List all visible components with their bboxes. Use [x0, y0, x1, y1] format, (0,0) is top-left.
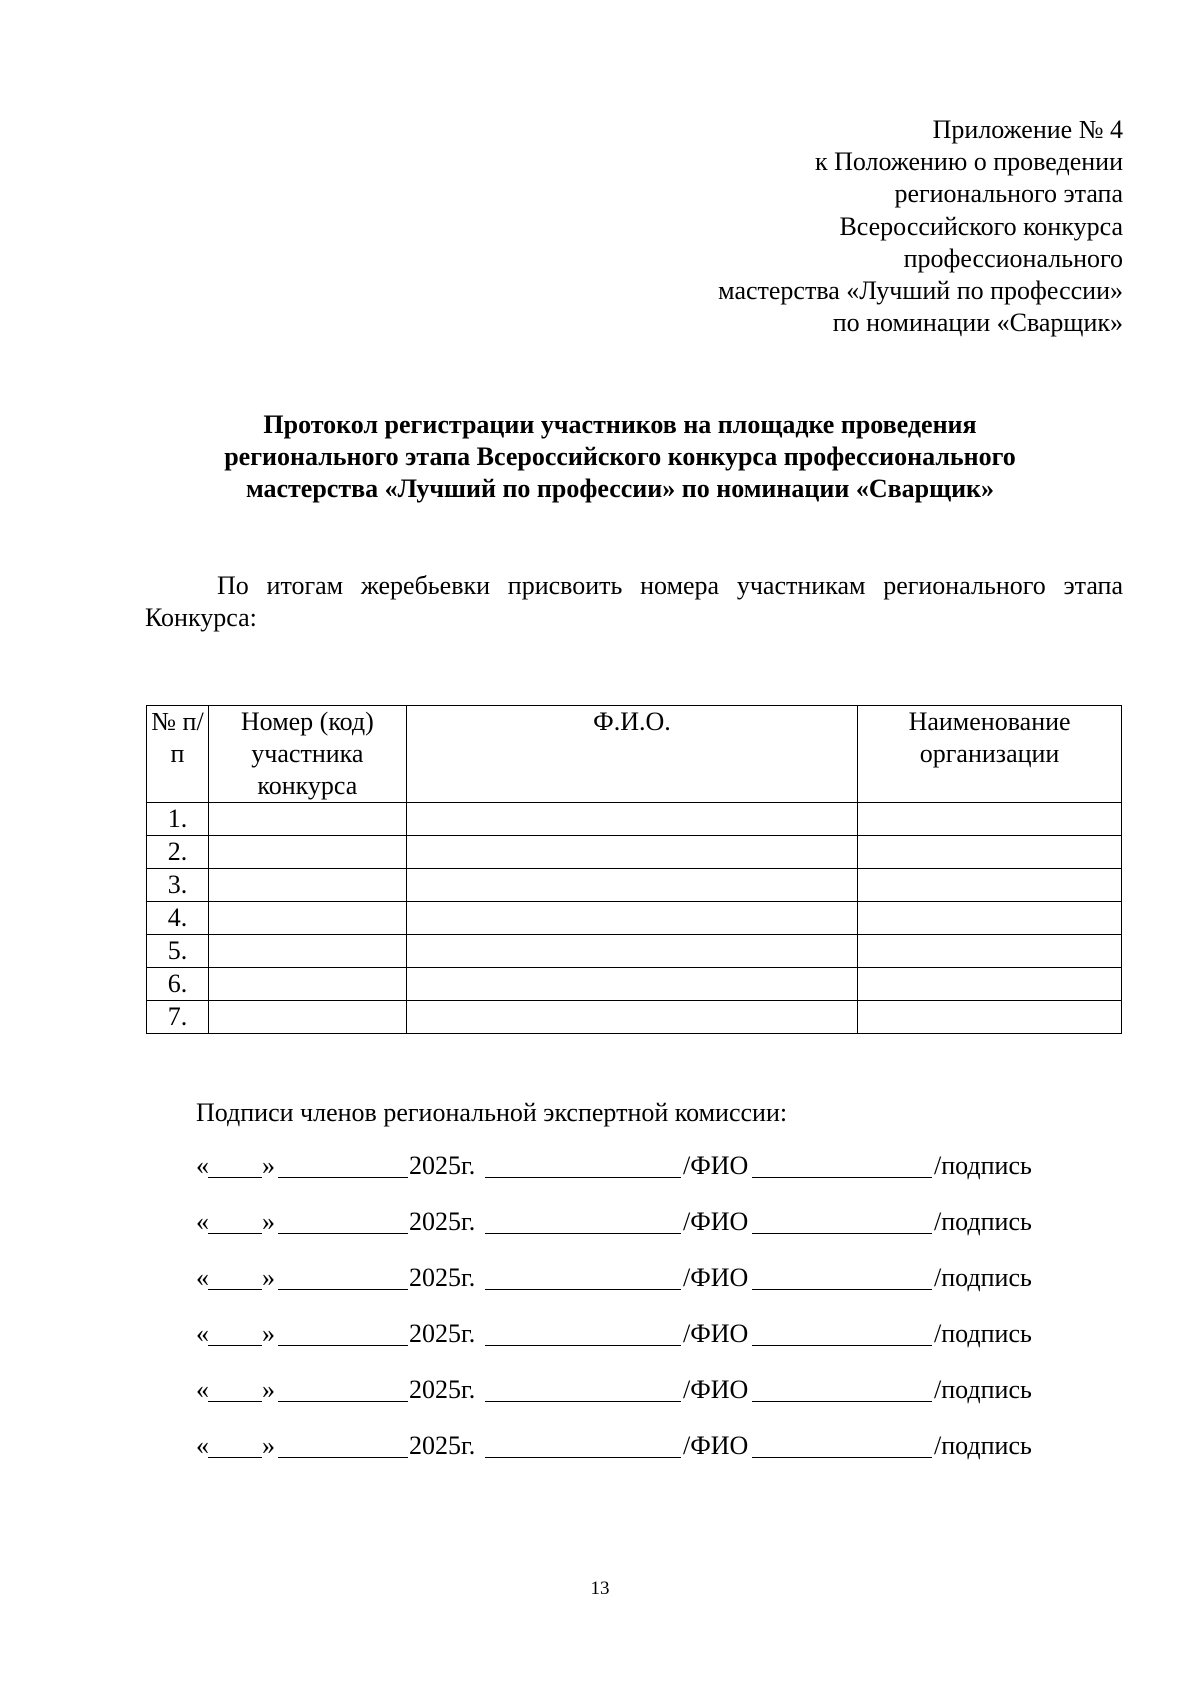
table-header-row	[147, 706, 1122, 803]
organization-cell[interactable]	[858, 1001, 1122, 1034]
intro-line: Конкурса:	[145, 603, 257, 632]
open-quote: «	[196, 1207, 209, 1236]
signature-blank-line[interactable]	[752, 1457, 932, 1458]
participant-code-cell[interactable]	[208, 803, 406, 836]
fio-label: /ФИО	[683, 1207, 749, 1236]
appendix-header	[718, 114, 1123, 339]
title-line: мастерства «Лучший по профессии» по номинации «Сварщик»	[245, 474, 995, 503]
fio-blank-line[interactable]	[485, 1345, 681, 1346]
participant-code-cell[interactable]	[208, 836, 406, 869]
table-row	[147, 968, 1122, 1001]
signature-row	[196, 1374, 1112, 1410]
close-quote: »	[262, 1431, 275, 1460]
row-number-cell: 3.	[147, 869, 209, 902]
table-row	[147, 935, 1122, 968]
participant-code-cell[interactable]	[208, 902, 406, 935]
signatures-heading: Подписи членов региональной экспертной комиссии:	[196, 1098, 788, 1127]
signature-row	[196, 1262, 1112, 1298]
day-blank-line[interactable]	[208, 1177, 262, 1178]
day-blank-line[interactable]	[208, 1457, 262, 1458]
full-name-cell[interactable]	[406, 1001, 857, 1034]
signature-blank-line[interactable]	[752, 1401, 932, 1402]
open-quote: «	[196, 1431, 209, 1460]
intro-paragraph	[145, 570, 1123, 634]
participant-code-cell[interactable]	[208, 869, 406, 902]
signature-row	[196, 1206, 1112, 1242]
organization-cell[interactable]	[858, 836, 1122, 869]
day-blank-line[interactable]	[208, 1401, 262, 1402]
day-blank-line[interactable]	[208, 1345, 262, 1346]
close-quote: »	[262, 1151, 275, 1180]
row-number-cell: 6.	[147, 968, 209, 1001]
signature-blank-line[interactable]	[752, 1289, 932, 1290]
row-number-cell: 7.	[147, 1001, 209, 1034]
fio-label: /ФИО	[683, 1375, 749, 1404]
fio-label: /ФИО	[683, 1319, 749, 1348]
fio-blank-line[interactable]	[485, 1401, 681, 1402]
appendix-line: профессионального	[903, 243, 1123, 273]
year-text: 2025г.	[409, 1319, 476, 1348]
table-row	[147, 1001, 1122, 1034]
appendix-line: мастерства «Лучший по профессии»	[718, 276, 1123, 306]
header-number: № п/п	[147, 706, 209, 803]
registration-table	[146, 705, 1122, 1034]
year-text: 2025г.	[409, 1263, 476, 1292]
full-name-cell[interactable]	[406, 902, 857, 935]
fio-blank-line[interactable]	[485, 1457, 681, 1458]
row-number-cell: 1.	[147, 803, 209, 836]
intro-line: По итогам жеребьевки присвоить номера участникам регионального этапа	[217, 571, 1123, 600]
open-quote: «	[196, 1319, 209, 1348]
organization-cell[interactable]	[858, 869, 1122, 902]
table-row	[147, 803, 1122, 836]
year-text: 2025г.	[409, 1207, 476, 1236]
fio-label: /ФИО	[683, 1431, 749, 1460]
close-quote: »	[262, 1263, 275, 1292]
header-participant-code: Номер (код) участника конкурса	[208, 706, 406, 803]
participant-code-cell[interactable]	[208, 935, 406, 968]
participant-code-cell[interactable]	[208, 968, 406, 1001]
page-number: 13	[590, 1578, 610, 1599]
close-quote: »	[262, 1207, 275, 1236]
signature-row	[196, 1150, 1112, 1186]
full-name-cell[interactable]	[406, 935, 857, 968]
full-name-cell[interactable]	[406, 968, 857, 1001]
fio-blank-line[interactable]	[485, 1177, 681, 1178]
year-text: 2025г.	[409, 1151, 476, 1180]
title-line: регионального этапа Всероссийского конкурса профессионального	[224, 442, 1016, 471]
appendix-line: Приложение № 4	[932, 115, 1123, 144]
organization-cell[interactable]	[858, 902, 1122, 935]
open-quote: «	[196, 1375, 209, 1404]
signature-label: /подпись	[934, 1319, 1032, 1348]
table-body	[147, 803, 1122, 1034]
signature-label: /подпись	[934, 1207, 1032, 1236]
signature-label: /подпись	[934, 1431, 1032, 1460]
open-quote: «	[196, 1151, 209, 1180]
organization-cell[interactable]	[858, 968, 1122, 1001]
day-blank-line[interactable]	[208, 1289, 262, 1290]
signature-row	[196, 1430, 1112, 1466]
document-title	[120, 409, 1120, 505]
fio-label: /ФИО	[683, 1151, 749, 1180]
close-quote: »	[262, 1319, 275, 1348]
month-blank-line[interactable]	[278, 1457, 408, 1458]
fio-blank-line[interactable]	[485, 1289, 681, 1290]
month-blank-line[interactable]	[278, 1177, 408, 1178]
header-organization: Наименование организации	[858, 706, 1122, 803]
signature-label: /подпись	[934, 1263, 1032, 1292]
organization-cell[interactable]	[858, 935, 1122, 968]
fio-blank-line[interactable]	[485, 1233, 681, 1234]
row-number-cell: 4.	[147, 902, 209, 935]
organization-cell[interactable]	[858, 803, 1122, 836]
participant-code-cell[interactable]	[208, 1001, 406, 1034]
row-number-cell: 5.	[147, 935, 209, 968]
open-quote: «	[196, 1263, 209, 1292]
signature-blank-line[interactable]	[752, 1345, 932, 1346]
signature-row	[196, 1318, 1112, 1354]
full-name-cell[interactable]	[406, 803, 857, 836]
signature-blank-line[interactable]	[752, 1233, 932, 1234]
row-number-cell: 2.	[147, 836, 209, 869]
year-text: 2025г.	[409, 1431, 476, 1460]
year-text: 2025г.	[409, 1375, 476, 1404]
month-blank-line[interactable]	[278, 1401, 408, 1402]
day-blank-line[interactable]	[208, 1233, 262, 1234]
close-quote: »	[262, 1375, 275, 1404]
fio-label: /ФИО	[683, 1263, 749, 1292]
header-full-name: Ф.И.О.	[406, 706, 857, 803]
month-blank-line[interactable]	[278, 1289, 408, 1290]
title-line: Протокол регистрации участников на площадке проведения	[263, 410, 977, 439]
appendix-line: к Положению о проведении	[814, 147, 1123, 177]
appendix-line: регионального этапа	[894, 179, 1123, 209]
month-blank-line[interactable]	[278, 1345, 408, 1346]
signature-label: /подпись	[934, 1151, 1032, 1180]
table-row	[147, 869, 1122, 902]
appendix-line: по номинации «Сварщик»	[832, 308, 1123, 338]
signature-label: /подпись	[934, 1375, 1032, 1404]
month-blank-line[interactable]	[278, 1233, 408, 1234]
full-name-cell[interactable]	[406, 836, 857, 869]
table-row	[147, 836, 1122, 869]
full-name-cell[interactable]	[406, 869, 857, 902]
signature-blank-line[interactable]	[752, 1177, 932, 1178]
table-row	[147, 902, 1122, 935]
appendix-line: Всероссийского конкурса	[839, 211, 1123, 241]
